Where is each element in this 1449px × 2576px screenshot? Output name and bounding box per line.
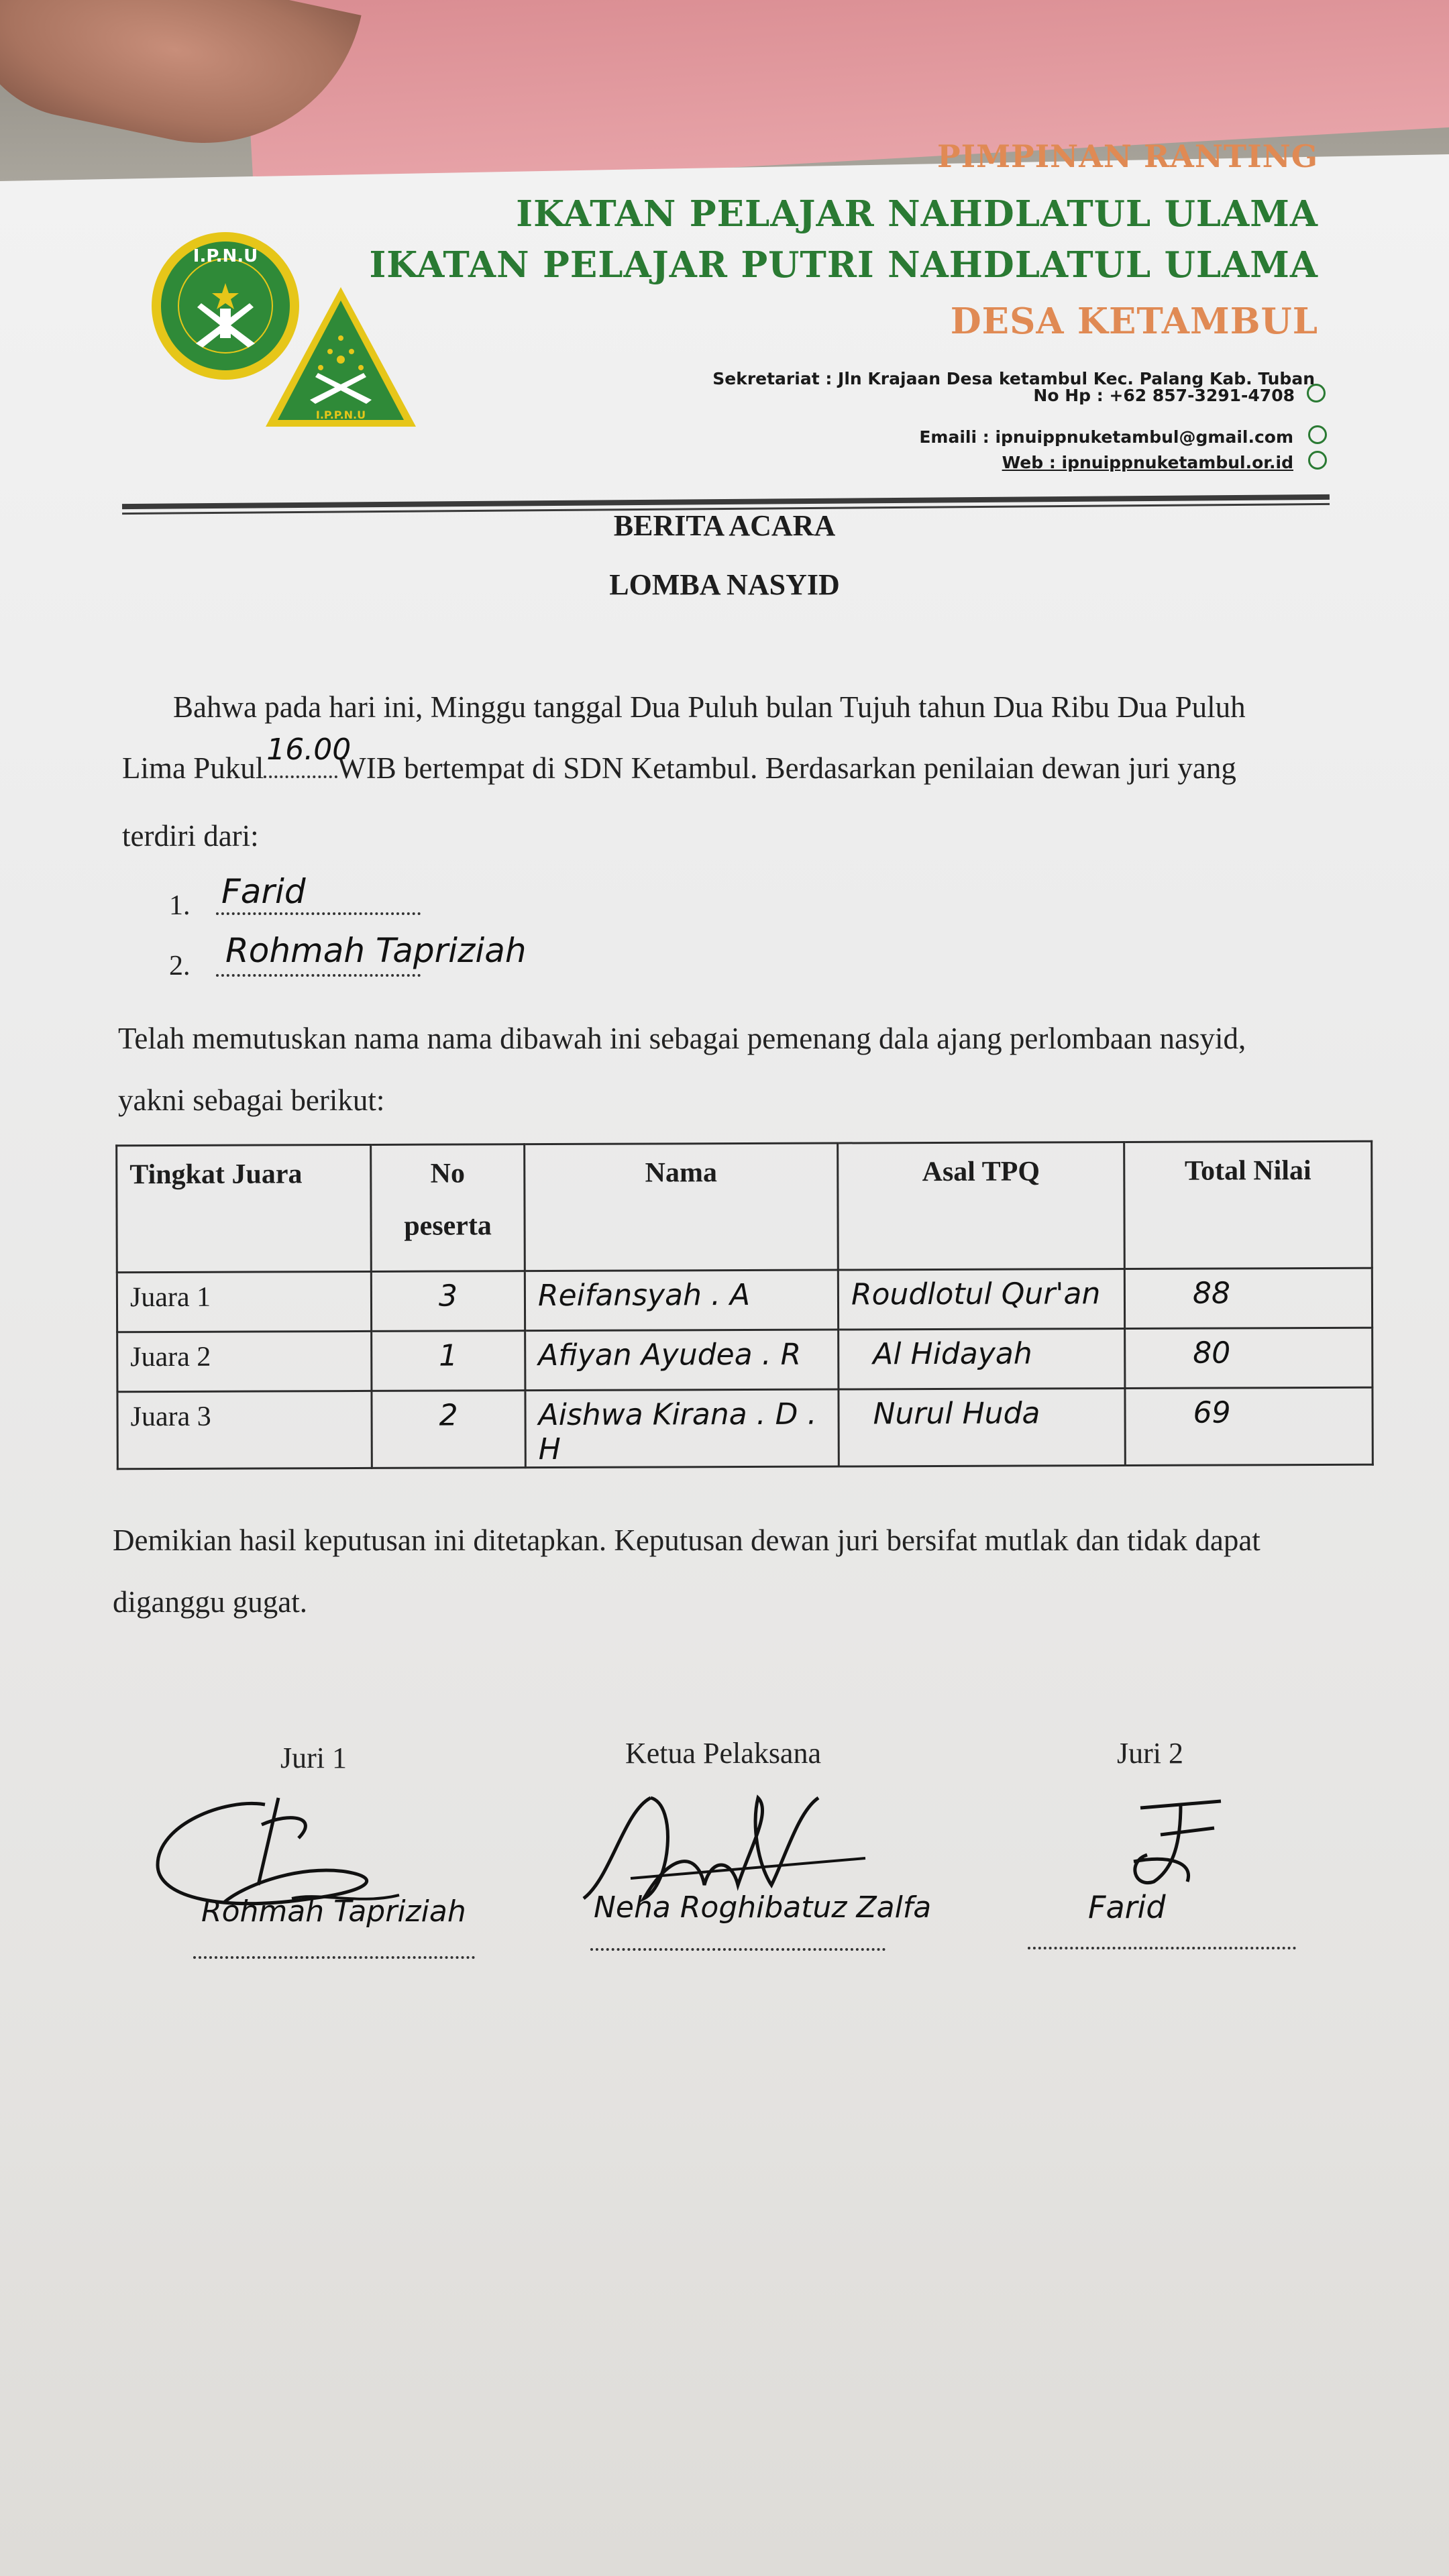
row2-name: Afiyan Ayudea . R: [525, 1330, 839, 1391]
header-name: Nama: [525, 1143, 839, 1271]
row3-tpq: Nurul Huda: [839, 1389, 1125, 1466]
doc-title: BERITA ACARA: [613, 509, 836, 542]
header-rank: Tingkat Juara: [117, 1144, 372, 1272]
para2-line2: yakni sebagai berikut:: [118, 1083, 385, 1117]
email-text: Emaili : ipnuippnuketambul@gmail.com: [919, 427, 1293, 447]
row3-no: 2: [372, 1391, 525, 1468]
signature-name-ketua: Neha Roghibatuz Zalfa: [594, 1890, 932, 1925]
para2-line1: Telah memutuskan nama nama dibawah ini sebagai pemenang dala ajang perlombaan nasyid,: [118, 1022, 1246, 1055]
row1-rank: Juara 1: [117, 1271, 371, 1332]
ipnu-logo-text: I.P.N.U: [193, 246, 258, 266]
para3-line2: diganggu gugat.: [113, 1585, 307, 1619]
table-row: [117, 1387, 1373, 1469]
judge-2-name: Rohmah Tapriziah: [225, 931, 527, 970]
para1-line2-pre: Lima Pukul: [122, 751, 264, 785]
org-line-2: IKATAN PELAJAR NAHDLATUL ULAMA: [516, 193, 1318, 235]
header-tpq: Asal TPQ: [838, 1142, 1125, 1270]
judge-1-number: 1.: [169, 890, 191, 921]
row2-rank: Juara 2: [117, 1331, 372, 1391]
signature-line-juri-2: [1028, 1947, 1296, 1949]
time-blank: [264, 733, 352, 778]
doc-subtitle: LOMBA NASYID: [609, 568, 840, 601]
web-text: Web : ipnuippnuketambul.or.id: [1002, 453, 1293, 472]
row1-tpq: Roudlotul Qur'an: [838, 1269, 1124, 1330]
time-handwritten: 16.00: [266, 733, 352, 767]
row3-name: Aishwa Kirana . D . H: [525, 1389, 839, 1468]
org-line-4: DESA KETAMBUL: [950, 301, 1318, 342]
row3-rank: Juara 3: [117, 1391, 372, 1468]
row2-tpq: Al Hidayah: [839, 1329, 1125, 1389]
row1-name: Reifansyah . A: [525, 1270, 838, 1331]
para1-line1: Bahwa pada hari ini, Minggu tanggal Dua Puluh bulan Tujuh tahun Dua Ribu Dua Puluh: [173, 690, 1246, 724]
header-participant-no: [371, 1144, 525, 1272]
table-row: [117, 1328, 1373, 1392]
whatsapp-icon: [1307, 384, 1326, 402]
signature-name-juri-2: Farid: [1088, 1889, 1166, 1925]
signature-label-ketua: Ketua Pelaksana: [625, 1737, 821, 1770]
judge-2-dotted-line: [216, 974, 421, 977]
row2-score: 80: [1125, 1328, 1373, 1388]
signature-label-juri-1: Juri 1: [280, 1741, 347, 1774]
ippnu-logo-text: I.P.P.N.U: [315, 409, 366, 421]
phone-text: No Hp : +62 857-3291-4708: [1033, 386, 1295, 405]
para3-line1: Demikian hasil keputusan ini ditetapkan. Keputusan dewan juri bersifat mutlak dan tidak dapat: [113, 1523, 1260, 1557]
row1-no: 3: [371, 1271, 525, 1332]
judge-1-name: Farid: [221, 872, 306, 911]
winners-table: [115, 1140, 1374, 1470]
globe-icon: [1308, 451, 1327, 470]
signature-label-juri-2: Juri 2: [1117, 1737, 1183, 1770]
row3-score: 69: [1125, 1387, 1373, 1465]
row1-score: 88: [1124, 1268, 1372, 1328]
org-line-3: IKATAN PELAJAR PUTRI NAHDLATUL ULAMA: [369, 244, 1318, 286]
table-header-row: [117, 1141, 1373, 1273]
signature-name-juri-1: Rohmah Tapriziah: [201, 1894, 466, 1929]
judge-1-dotted-line: [216, 912, 421, 915]
header-score: Total Nilai: [1124, 1141, 1373, 1269]
ippnu-logo: [263, 284, 419, 429]
judge-2-number: 2.: [169, 951, 191, 981]
header-no: No: [430, 1158, 466, 1189]
table-row: [117, 1268, 1372, 1332]
secretariat-text: Sekretariat : Jln Krajaan Desa ketambul Kec. Palang Kab. Tuban: [712, 369, 1315, 388]
signature-line-juri-1: [193, 1956, 475, 1959]
row2-no: 1: [372, 1331, 525, 1391]
header-peserta: peserta: [404, 1210, 492, 1242]
org-line-1: PIMPINAN RANTING: [937, 138, 1318, 174]
para1-line2-post: WIB bertempat di SDN Ketambul. Berdasarkan penilaian dewan juri yang: [337, 751, 1236, 785]
signature-line-ketua: [590, 1948, 885, 1951]
para1-line2: [122, 733, 1236, 786]
signature-juri-2: [1114, 1788, 1248, 1902]
para1-line3: terdiri dari:: [122, 819, 259, 853]
email-icon: [1308, 425, 1327, 444]
